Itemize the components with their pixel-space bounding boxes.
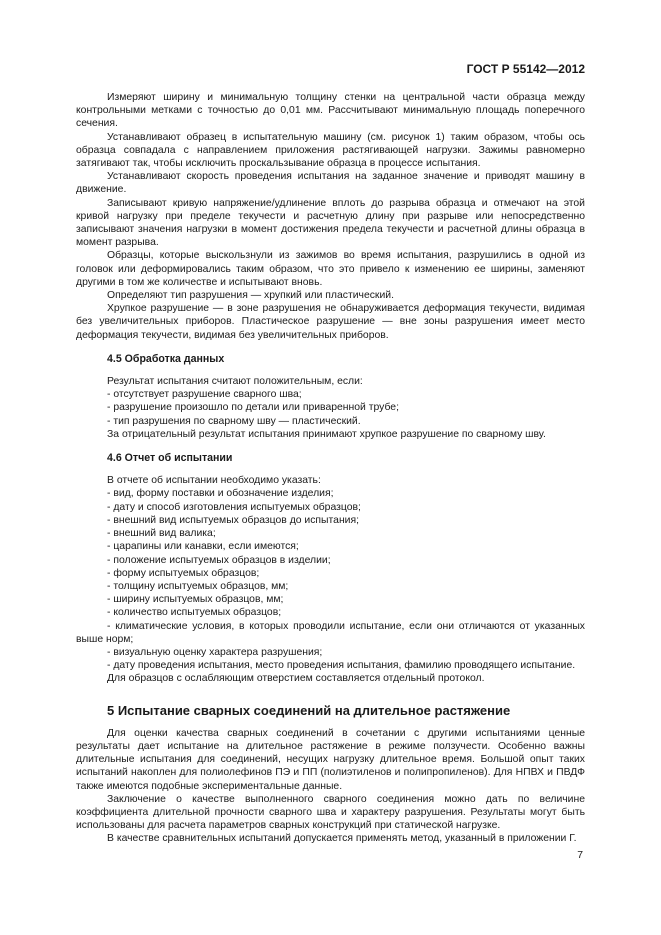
section-heading-5: 5 Испытание сварных соединений на длительное растяжение: [107, 702, 511, 718]
document-body: [76, 91, 585, 846]
section-heading-4-6: 4.6 Отчет об испытании: [107, 452, 233, 465]
list-item: - толщину испытуемых образцов, мм;: [107, 580, 289, 592]
paragraph: Определяют тип разрушения — хрупкий или пластический.: [107, 290, 394, 302]
page-number: 7: [577, 850, 583, 861]
list-item: - внешний вид испытуемых образцов до испытания;: [107, 514, 360, 526]
paragraph: В отчете об испытании необходимо указать:: [107, 475, 321, 487]
list-item: - климатические условия, в которых проводили испытание, если они отличаются от указанных выше норм;: [76, 620, 585, 645]
paragraph: Заключение о качестве выполненного сварного соединения можно дать по величине коэффициента длительной прочности сварного шва и характеру разрушения. Результаты могут быть использованы для расчета параметров сварных конструкций при статической нагрузке.: [76, 793, 585, 832]
list-item: - разрушение произошло по детали или приваренной трубе;: [107, 402, 399, 414]
paragraph: Результат испытания считают положительным, если:: [107, 376, 363, 388]
list-item: - визуальную оценку характера разрушения;: [107, 646, 323, 658]
list-item: - форму испытуемых образцов;: [107, 567, 260, 579]
list-item: - внешний вид валика;: [107, 528, 216, 540]
paragraph: Устанавливают образец в испытательную машину (см. рисунок 1) таким образом, чтобы ось образца совпадала с направлением приложения растягивающей нагрузки. Зажимы равномерно затягивают так, чтобы исключить проскальзывание образца в процессе испытания.: [76, 131, 585, 170]
paragraph: Образцы, которые выскользнули из зажимов во время испытания, разрушились в одной из головок или деформировались таким образом, что это привело к изменению ее ширины, заменяют другими в том же количестве и испытывают вновь.: [76, 250, 585, 288]
paragraph: Хрупкое разрушение — в зоне разрушения не обнаруживается деформация текучести, видимая без увеличительных приборов. Пластическое разрушение — вне зоны разрушения имеет место деформация текучести, видимая без увеличительных приборов.: [76, 303, 585, 341]
list-item: - отсутствует разрушение сварного шва;: [107, 389, 302, 401]
list-item: - положение испытуемых образцов в изделии;: [107, 554, 331, 566]
paragraph: Измеряют ширину и минимальную толщину стенки на центральной части образца между контрольными метками с точностью до 0,01 мм. Рассчитывают минимальную площадь поперечного сечения.: [76, 92, 585, 130]
section-heading-4-5: 4.5 Обработка данных: [107, 352, 225, 365]
paragraph: Устанавливают скорость проведения испытания на заданное значение и приводят машину в движение.: [76, 171, 585, 196]
list-item: - дату и способ изготовления испытуемых образцов;: [107, 501, 361, 513]
list-item: - ширину испытуемых образцов, мм;: [107, 594, 284, 606]
list-item: - вид, форму поставки и обозначение изделия;: [107, 488, 334, 500]
paragraph: Записывают кривую напряжение/удлинение вплоть до разрыва образца и отмечают на этой кривой нагрузку при пределе текучести и расчетную длину при разрыве или непосредственно записывают значения нагрузки в момент достижения предела текучести и расчетной длины образца в момент разрыва.: [76, 197, 585, 249]
list-item: - дату проведения испытания, место проведения испытания, фамилию проводящего испытание.: [107, 660, 576, 672]
paragraph: Для оценки качества сварных соединений в сочетании с другими испытаниями ценные результаты дает испытание на длительное растяжение в режиме ползучести. Особенно важны длительные испытания для соединений, несущих нагрузку длительное время. Большой опыт таких испытаний накоплен для полиолефинов ПЭ и ПП (полиэтиленов и полипропиленов). Для НПВХ и ПВДФ также имеются подобные экспериментальные данные.: [76, 727, 585, 792]
paragraph: В качестве сравнительных испытаний допускается применять метод, указанный в приложении Г.: [107, 833, 577, 845]
paragraph: За отрицательный результат испытания принимают хрупкое разрушение по сварному шву.: [107, 428, 546, 440]
list-item: - тип разрушения по сварному шву — пластический.: [107, 415, 361, 427]
list-item: - царапины или канавки, если имеются;: [107, 541, 299, 553]
paragraph: Для образцов с ослабляющим отверстием составляется отдельный протокол.: [107, 673, 485, 685]
list-item: - количество испытуемых образцов;: [107, 607, 282, 619]
document-code: ГОСТ Р 55142—2012: [466, 62, 585, 76]
